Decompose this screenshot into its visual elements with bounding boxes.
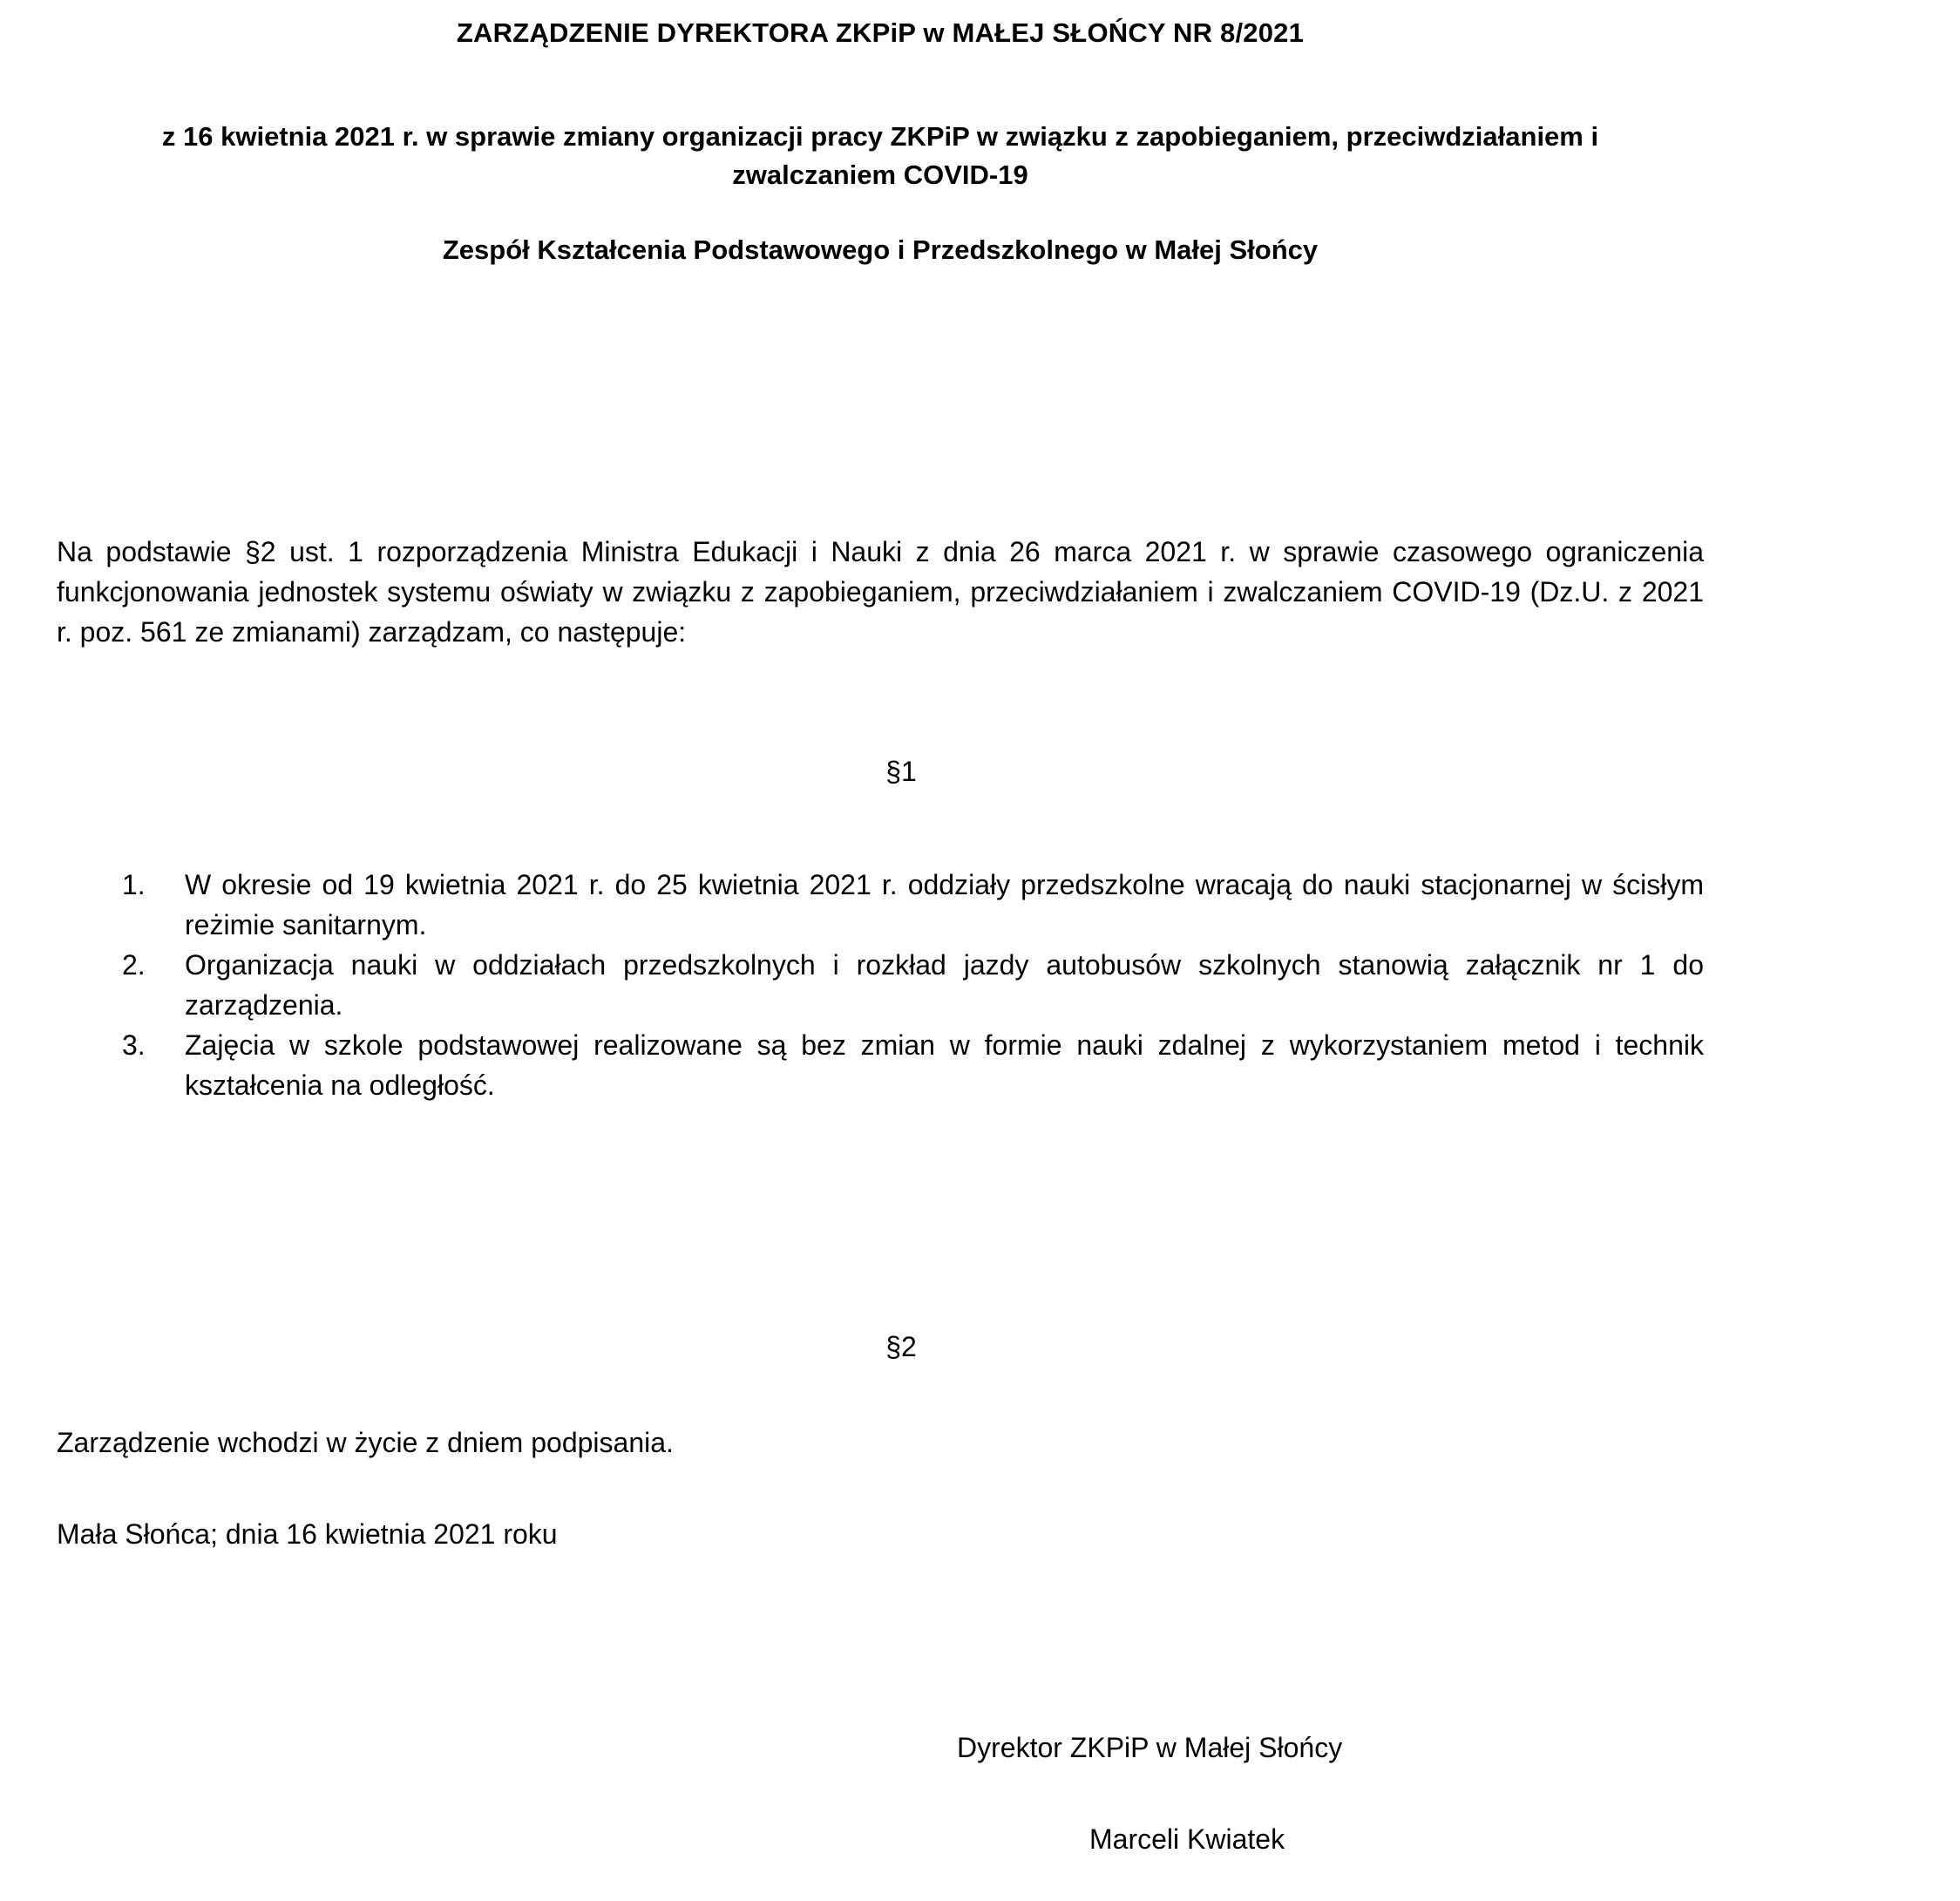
signature-name: Marceli Kwiatek <box>1089 1823 1285 1855</box>
document-title-line-3: Zespół Kształcenia Podstawowego i Przedszkolnego w Małej Słońcy <box>442 234 1319 266</box>
document-title-line-1: ZARZĄDZENIE DYREKTORA ZKPiP w MAŁEJ SŁOŃCY NR 8/2021 <box>456 17 1305 48</box>
section-marker-1: §1 <box>885 756 917 787</box>
list-item <box>57 945 1704 1025</box>
list-item-number: 2. <box>122 949 146 981</box>
list-item-text: Organizacja nauki w oddziałach przedszkolnych i rozkład jazdy autobusów szkolnych stanowią załącznik nr 1 do zarządzenia. <box>185 949 1704 1022</box>
clause-list <box>57 865 1704 1105</box>
signature-role: Dyrektor ZKPiP w Małej Słońcy <box>957 1732 1343 1763</box>
intro-paragraph: Na podstawie §2 ust. 1 rozporządzenia Ministra Edukacji i Nauki z dnia 26 marca 2021 r. w sprawie czasowego ograniczenia funkcjonowania jednostek systemu oświaty w związku z zapobieganiem, przeciwdziałaniem i zwalczaniem COVID-19 (Dz.U. z 2021 r. poz. 561 ze zmianami) zarządzam, co następuje: <box>57 536 1704 648</box>
document-title-line-2: z 16 kwietnia 2021 r. w sprawie zmiany organizacji pracy ZKPiP w związku z zapobieganiem, przeciwdziałaniem i zwalczaniem COVID-19 <box>161 121 1599 191</box>
place-and-date: Mała Słońca; dnia 16 kwietnia 2021 roku <box>57 1518 558 1550</box>
list-item-text: Zajęcia w szkole podstawowej realizowane są bez zmian w formie nauki zdalnej z wykorzystaniem metod i technik kształcenia na odległość. <box>185 1029 1704 1102</box>
list-item-number: 1. <box>122 869 146 900</box>
list-item-text: W okresie od 19 kwietnia 2021 r. do 25 kwietnia 2021 r. oddziały przedszkolne wracają do nauki stacjonarnej w ścisłym reżimie sanitarnym. <box>185 869 1704 941</box>
section-marker-2: §2 <box>885 1331 917 1362</box>
document-title-block <box>57 16 1704 268</box>
effective-clause: Zarządzenie wchodzi w życie z dniem podpisania. <box>57 1427 674 1458</box>
list-item <box>57 865 1704 945</box>
list-item-number: 3. <box>122 1029 146 1062</box>
list-item <box>57 1025 1704 1105</box>
